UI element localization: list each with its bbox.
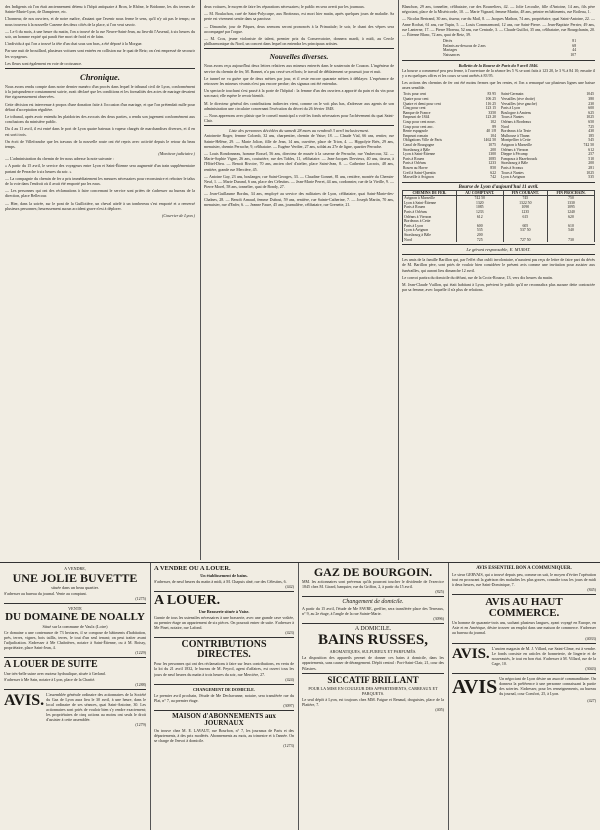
security-price: 612 <box>588 147 594 152</box>
security-name: Paris à Orléans <box>403 161 426 166</box>
news-paragraph: — La compagnie du chemin de fer a pris immédiatement les mesures nécessaires pour reconstruire et reboiser le talus de la voie dans l'endroit où il avait été emporté par les eaux. <box>5 175 195 187</box>
security-name: Canal de Bourgogne <box>403 142 435 147</box>
ad-body: Garnie de tous les ustensiles nécessaires à une brasserie, avec une grande cave voûtée, au premier étage un appartement de six pièces. On pourrait entrer de suite. S'adresser à Me Pinet, notaire, rue Lafond. <box>154 615 294 631</box>
divider <box>204 48 394 49</box>
ad-body: Pour les personnes qui ont des réclamations à faire sur leurs contributions, en vertu de la loi du 21 avril 1832, le bureau de M. Peyrol, agent d'affaires, est ouvert tous les jours de neuf heures du matin à trois heures du soir, rue Mercière, 27. <box>154 661 294 677</box>
divider <box>302 623 444 624</box>
obituary-paragraph: — Nicolas Bertrand, 30 ans, tisseur, rue du Mail, 8. — Jacques Mathon, 74 ans, propriétaire, quai Saint-Antoine, 22. — Anne Rochat, 61 ans, rue Tupin, 5. — Louis Commarmond, 12 ans, rue Saint-Pierre. — Jean-Baptiste Perrier, 49 ans, rue Lanterne, 17. — Pierre Moreau, 52 ans, rue Centrale, 3. — Claude Guillot, 35 ans, célibataire, rue Bourgchanin, 20. — Étienne Blanc, 72 ans, quai de Retz, 39. <box>402 16 595 38</box>
security-name: Emprunt romain <box>403 133 428 138</box>
ad-title-domicile: Changement de domicile. <box>342 599 404 606</box>
security-name: Quatre pour cent <box>403 97 429 101</box>
ad-reference: (845) <box>587 587 596 593</box>
ad-title-abonnements: MAISON d'ABONNEMENTS aux JOURNAUX <box>172 711 276 727</box>
ad-kicker: A VENDRE, <box>64 566 86 571</box>
bourse-comptant: 612 <box>456 215 503 220</box>
ad-reference: (1279) <box>135 722 146 728</box>
security-price: 3350 <box>488 110 496 115</box>
bourse-name: Lyon à Saint-Étienne <box>403 201 457 206</box>
security-name: Paris à Lyon <box>501 106 520 111</box>
ad-title-avis: AVIS <box>452 675 498 698</box>
obituary-paragraph: — Antoine Gay, 23 ans, boulanger, rue Saint-Georges, 33. — Claudine Gonnet, 81 ans, rentière, montée du Chemin-Neuf, 1. — Marie Durand, 6 ans, place des Célestins. — Jean-Marie Perret, 44 ans, cordonnier, rue de la Vieille, 9. — Pierre Morel, 58 ans, tonnelier, quai de Bondy, 27. <box>204 173 394 190</box>
security-name: Versailles (rive droite) <box>501 97 535 101</box>
bourse-courant: 745 <box>503 196 547 201</box>
divider <box>402 244 595 245</box>
security-price: 1045 <box>586 92 594 97</box>
news-paragraph: — L'administration du chemin de fer nous adresse la note suivante : <box>5 156 114 162</box>
security-price: 281 <box>588 165 594 170</box>
ad-body: Le seul dépôt à Lyon, est toujours chez MM. Faigue et Renaud, droguistes, place de la Platière, 7. <box>302 696 444 707</box>
security-name: Lyon à Saint-Étienne <box>403 152 436 157</box>
notice-paragraph: Les amis de la famille Barillon qui, par l'effet d'un oubli involontaire, n'auraient pas reçu de lettre de faire part du décès de M. Barillon père, sont priés de vouloir bien considérer le présent avis comme une invitation pour assister aux funérailles, qui auront lieu dimanche 12 avril. <box>402 257 595 273</box>
news-paragraph: — Le 6 du mois, à une heure du matin, l'on a trouvé de la rue Neuve-Saint-Jean, au lieu-dit l'Arsenal, à six heures du soir, un homme expiré qui paraît être mort de froid et de faim. <box>5 28 195 40</box>
ad-column-c <box>302 565 444 828</box>
security-price: 200 <box>490 147 496 152</box>
news-paragraph: Du 4 au 11 avril, il est entré dans le port de Lyon quatre bateaux à vapeur chargés de marchandises diverses, et il en est sorti trois. <box>5 126 195 137</box>
obituary-paragraph: — Jean-Guillaume Bordas, 34 ans, employé au service des militaires de Lyon, célibataire, quai Saint-Marie-des-Chaînes, 28. — Benoît Arnaud, femme Dubost, 59 ans, rentière, rue Sainte-Catherine, 7. — Joseph Martin, 70 ans, menuisier, rue d'Enfer, 6. — Jeanne Faure, 45 ans, journalière, célibataire, rue Grenette, 21. <box>204 191 394 207</box>
security-name: Avignon à Marseille <box>501 142 532 147</box>
ad-body: Ce domaine a une contenance de 73 hectares, il se compose de bâtiments d'habitation, prés, terres, vignes, bois taillis, terres, le tout d'un seul tenant; on peut traiter avant l'adjudication. S'adresser à Me Chabrières, notaire à Saint-Étienne, ou à M. Boissy, propriétaire, place Saint-Jean, 4. <box>4 630 146 651</box>
ad-subtitle: POUR LA MISE EN COULEUR DES APPARTEMENTS, CARREAUX ET PARQUETS. <box>308 685 438 696</box>
ad-subtitle: Un établissement de bains. <box>200 573 248 578</box>
statistics-table <box>442 39 577 57</box>
divider <box>452 594 596 595</box>
bourse-prochain: 620 <box>548 215 595 220</box>
security-row <box>402 175 497 180</box>
security-price: 1233 <box>488 161 496 166</box>
news-paragraph: « A partir du 15 avril, le service des voyageurs entre Lyon et Saint-Étienne sera augmenté d'un train supplémentaire partant de Perrache à six heures du soir. » <box>5 163 195 174</box>
ad-reference: (3097) <box>283 702 294 708</box>
bourse-courant: 537 50 <box>503 228 547 233</box>
divider <box>4 689 146 690</box>
ad-column-divider <box>448 563 449 830</box>
bourse-courant: 727 50 <box>503 238 547 243</box>
bourse-comptant: 1233 <box>456 210 503 215</box>
security-name: Paris à Rouen <box>403 156 425 161</box>
divider <box>5 68 195 69</box>
divider <box>452 673 596 674</box>
security-price: 650 <box>588 119 594 124</box>
security-name: Rente espagnole <box>403 129 428 134</box>
ad-reference: (1275) <box>135 596 146 602</box>
security-name: Obligations Ville de Paris <box>403 138 443 143</box>
bourse-prochain: 730 <box>548 238 595 243</box>
bourse-courant: 1322 50 <box>503 201 547 206</box>
source-attribution: (Moniteur judiciaire.) <box>158 151 195 157</box>
stat-value: 44 <box>572 48 577 53</box>
security-name: Creil à Saint-Quentin <box>403 170 436 175</box>
ad-reference: (4033) <box>585 635 596 641</box>
bourse-comptant: 1320 <box>456 201 503 206</box>
security-price: 116 25 <box>485 101 496 106</box>
bourse-name: Nord <box>403 238 457 243</box>
ad-avis <box>452 676 596 698</box>
security-price: 380 <box>588 97 594 101</box>
ad-subtitle: située dans un beau quartier. <box>51 585 99 590</box>
security-name: Tours à Nantes <box>501 115 524 120</box>
ad-body: La disposition des appareils permet de donner ces bains à domicile, dans les appartements, sans causer de dérangement. Dépôt central : Port-Saint-Clair, 21, cour des Pilastres. <box>302 655 444 671</box>
bourse-prochain: 1240 <box>548 210 595 215</box>
ad-body: S'adresser à Me Sain, notaire à Lyon, place de la Charité. <box>4 676 96 682</box>
ad-reference: (3096) <box>433 616 444 622</box>
security-price: 185 <box>588 133 594 138</box>
news-paragraph: Les actions des chemins de fer ont été moins fermes que les rentes, et l'on a remarqué sur plusieurs lignes une baisse assez sensible. <box>402 80 595 91</box>
ad-body: Un négociant de Lyon désire un associé commanditaire. On donnera la préférence à une personne connaissant la partie des soieries. S'adresser, pour les renseignements, au bureau du journal, cour Comfort, 25, à Lyon. <box>499 675 596 697</box>
ad-body: S'adresser, de neuf heures du matin à midi, à M. Chapuis aîné, rue des Célestins, 6. <box>154 579 287 584</box>
faits-divers-heading: Nouvelles diverses. <box>269 52 329 62</box>
divider <box>204 125 394 126</box>
divider <box>302 673 444 674</box>
ad-avis <box>452 646 596 666</box>
security-price: 1085 <box>488 156 496 161</box>
obituary-list-heading: Liste des personnes décédées du samedi 28 mars au vendredi 3 avril inclusivement. <box>229 128 369 134</box>
bourse-prochain: 750 <box>548 196 595 201</box>
divider <box>402 182 595 183</box>
stat-label: Naissances <box>443 53 460 57</box>
ad-title-louer: A LOUER DE SUITE <box>4 659 98 671</box>
ad-body: Un homme de quarante-trois ans, sachant plusieurs langues, ayant voyagé en Europe, en Asie et en Amérique, désire trouver un emploi dans une maison de commerce. S'adresser au bureau du journal. <box>452 620 596 636</box>
ad-body: S'adresser au bureau du journal. Vente au comptant. <box>4 591 87 596</box>
security-name: Marseille à Avignon <box>403 175 434 180</box>
news-paragraph: — Dimanche, jour de Pâques, deux sermons seront prononcés à la Primatiale; le soir, le chant des vêpres sera accompagné par l'orgue. <box>204 23 394 34</box>
ad-reference: (442) <box>285 584 294 590</box>
security-name: Trois pour cent <box>403 92 427 97</box>
ad-kicker: A DOMICILE. <box>354 626 392 633</box>
obituary-paragraph: Blanchon, 29 ans, tonnelier, célibataire, rue des Bourreliers, 42. — Jolie Lecoulte, fille d'Antoine, 14 ans, fils père négociant, place de la Miséricorde, 10. — Marie Vignard, femme Martin, 48 ans, peintre en bâtiments, rue Boileau, 1. <box>402 4 595 15</box>
divider <box>154 684 294 685</box>
stat-label: Décès <box>443 39 453 44</box>
bourse-prochain: 610 <box>548 224 595 229</box>
security-price: 200 <box>588 161 594 166</box>
security-name: Quatre et demi pour cent <box>403 101 441 106</box>
security-name: Rouen au Havre <box>403 165 428 170</box>
ad-reference: (825) <box>435 589 444 595</box>
security-price: 600 <box>588 106 594 111</box>
security-price: 742 <box>490 175 496 180</box>
divider <box>302 596 444 597</box>
news-paragraph: Un spectacle touchant s'est passé à la porte de l'hôpital : la femme d'un des ouvriers a apporté du pain et du vin pour son mari; elle espère le revoir bientôt. <box>204 88 394 99</box>
bourse-comptant: 600 <box>456 224 503 229</box>
security-price: 257 <box>588 152 594 157</box>
bourse-row <box>403 238 595 243</box>
divider <box>4 603 146 604</box>
ads-top-rule <box>0 562 600 563</box>
bourse-prochain: 540 <box>548 228 595 233</box>
security-name: Lyon à Avignon <box>501 175 526 180</box>
ad-title-gaz: GAZ DE BOURGOIN. <box>313 565 433 579</box>
bourse-lyon-heading: Bourse de Lyon d'aujourd'hui 11 avril. <box>458 184 539 190</box>
stat-value: 68 <box>572 43 577 48</box>
bourse-courant: 605 <box>503 224 547 229</box>
bourse-lyon-table <box>402 190 595 243</box>
security-price: 850 <box>490 165 496 170</box>
bourse-comptant: 742 50 <box>456 196 503 201</box>
divider <box>154 637 294 638</box>
ad-title-contributions: CONTRIBUTIONS DIRECTES. <box>181 639 267 661</box>
chronique-heading: Chronique. <box>80 72 120 83</box>
column-divider <box>398 0 399 560</box>
divider <box>402 254 595 255</box>
news-paragraph: — M. Boulachon, curé de Saint-Polycarpe, aux Brotteaux, est mort hier matin, après quelques jours de maladie. Sa perte est vivement sentie dans sa paroisse. <box>204 11 394 22</box>
ad-body: L'ancien magasin de M. J. Villard, rue Saint-Côme, est à vendre. Le fonds consiste en articles de bonneterie, de lingerie et de nouveautés, le tout en bon état. S'adresser à M. Villard, rue de la Cage, 10. <box>491 645 596 666</box>
security-name: Cinq pour cent <box>403 106 426 111</box>
security-name: Coup pour cent anc. <box>403 124 434 129</box>
stat-label: Enfants au-dessous de 2 ans <box>443 43 486 48</box>
news-paragraph: Cette décision est intervenue à propos d'une donation faite à l'occasion d'un mariage, et que l'on prétendait nulle pour défaut d'acceptation régulière. <box>5 101 195 112</box>
security-price: 102 <box>490 119 496 124</box>
bulletin-heading: Bulletin de la Bourse de Paris du 9 avril 1846. <box>458 62 539 68</box>
ad-column-a <box>4 565 146 828</box>
security-name: Saint-Germain <box>501 92 524 97</box>
security-price: 725 <box>588 124 594 129</box>
securities-table-right <box>500 92 595 179</box>
ad-reference: (1273) <box>283 743 294 749</box>
news-paragraph: — Les personnes qui ont des réclamations à faire concernant le service sont priées de s'adresser au bureau de la direction, place Bellecour. <box>5 188 195 199</box>
ad-title-siccatif: SICCATIF BRILLANT <box>327 674 419 685</box>
ad-reference: (405) <box>435 706 444 712</box>
obituary-paragraph: — Louis Rondonneau, homme Rossel, 56 ans, directeur de musée à la caserne de Perrache, rue Vaubecour, 32. — Marie-Sophie Vigne, 26 ans, couturière, rue des Tables, 11, célibataire. — Jean-Jacques Dervieux, 40 ans, tisseur, à l'Hôtel-Dieu. — Benoit Rivoire, 70 ans, ancien chef d'atelier, place Saint-Jean, 8. — Catherine Lacroix, 48 ans, rentière, grande rue Mercière, 45. <box>204 151 394 172</box>
security-name: Fampoux à Hazebrouck <box>501 156 538 161</box>
news-paragraph: — Nous apprenons avec plaisir que le conseil municipal a voté les fonds nécessaires pour l'achèvement du quai Saint-Clair. <box>204 113 394 124</box>
bourse-name: Paris à Lyon <box>403 224 457 229</box>
security-name: Nord <box>501 124 509 129</box>
bourse-name: Lyon à Avignon <box>403 228 457 233</box>
bourse-header-cell: FIN COURANT. <box>503 190 547 196</box>
obituary-paragraph: Antoinette Roger, femme Colomb, 32 ans, charpentier, chemin de Vaise; 18. — Claude Vial, 66 ans, rentier, rue Sainte-Hélène, 29. — Marie Jolion, fille de Jean, 14 ans, ouvrière, place de Trion, 4. — Hippolyte Brès, 29 ans, menuisier, chemin Perrache, 9, célibataire. — Eugène Verdier, 27 ans, soldat au 27e de ligne, quartier Perrache. <box>204 133 394 149</box>
security-price: 430 <box>588 129 594 134</box>
ad-reference: (1229) <box>135 650 146 656</box>
ad-title-buvette: UNE JOLIE BUVETTE <box>12 571 138 585</box>
ad-reference: (423) <box>285 630 294 636</box>
ad-title-commerce: AVIS AU HAUT COMMERCE. <box>485 596 563 620</box>
divider <box>452 643 596 644</box>
ad-reference: (3043) <box>585 665 596 671</box>
security-price: 83 95 <box>487 92 496 97</box>
security-name: Bordeaux à la Teste <box>501 129 531 134</box>
news-paragraph: — M. Cros, jeune violoniste de talent, premier prix du Conservatoire, donnera mardi, à midi, au Cercle philharmonique du Nord, un concert dans lequel on entendra les principaux artistes. <box>204 36 394 47</box>
security-name: Strasbourg à Bâle <box>501 161 528 166</box>
bourse-courant: 1235 <box>503 210 547 215</box>
notice-paragraph: M. Jean-Claude Vuillon, qui était habitant à Lyon, prévient le public qu'il ne reconnaîtra plus aucune dette contractée par sa femme, avec laquelle il n'a plus de relations. <box>402 282 595 293</box>
divider <box>154 710 294 711</box>
security-price: 1025 <box>586 115 594 120</box>
news-paragraph: Nous avons rendu compte dans notre dernier numéro d'un procès dans lequel le tribunal civil de Lyon, conformément à la jurisprudence constamment suivie, avait déclaré que les conditions et les formalités des actes de mariage devaient être rigoureusement observées. <box>5 84 195 100</box>
news-paragraph: Nous avons reçu aujourd'hui deux lettres relatives aux mineurs enterrés dans le souterrain de Couzon. L'ingénieur de service du chemin de fer, M. Bonnet, n'a pas cessé ses efforts; le travail de déblaiement se poursuit jour et nuit. <box>204 63 394 74</box>
ad-reference: (1288) <box>135 681 146 687</box>
stat-value: 107 <box>570 53 577 57</box>
stat-label: Mariages <box>443 48 458 53</box>
security-price: 510 <box>588 156 594 161</box>
news-paragraph: L'individu à qui l'on a trouvé la tête d'un chat sous son bras, a été déposé à la Morgue. <box>5 41 143 47</box>
column-1 <box>5 4 195 559</box>
divider <box>402 60 595 61</box>
ad-title-essentiel: AVIS ESSENTIEL BON A COMMUNIQUER. <box>476 566 572 571</box>
security-price: 104 <box>490 133 496 138</box>
security-row <box>500 175 595 180</box>
news-paragraph: deux voitures, le moyen de faire les réparations nécessaires; le public en sera averti par les journaux. <box>204 4 365 9</box>
news-paragraph: Par une nuit de brouillard, plusieurs voitures sont entrées en collision sur le quai de Retz; on s'est empressé de secourir les voyageurs. <box>5 48 195 59</box>
ad-kicker: VENTE <box>68 606 82 612</box>
ad-body: Le sieur GERVAIS, qui a trouvé depuis peu, comme on sait, le moyen d'éviter l'opération tout en procurant la guérison des maladies les plus graves, consulte tous les jours de midi à deux heures, rue Saint-Dominique, 7. <box>452 572 596 588</box>
ad-reference: (427) <box>587 697 596 703</box>
security-name: Versailles (rive gauche) <box>501 101 537 106</box>
ad-subtitle: Une très-belle usine avec moteur hydraulique, située à Gerland. <box>4 671 106 677</box>
security-price: 1075 <box>488 142 496 147</box>
stat-value: 81 <box>572 39 577 44</box>
ad-subtitle: Situé sur la commune de Vaulx (Loire) <box>42 624 108 630</box>
bourse-courant: 615 <box>503 215 547 220</box>
bourse-header-cell: AU COMPTANT. <box>456 190 503 196</box>
bourse-header-cell: CHEMINS DE FER. <box>403 190 457 196</box>
bourse-name: Paris à Rouen <box>403 205 457 210</box>
column-2 <box>204 4 394 559</box>
news-paragraph: M. le directeur général des contributions indirectes vient, comme on le voit plus bas, d'adresser aux agents de son administration une circulaire concernant l'exécution du décret du 26 février 1848. <box>204 100 394 111</box>
security-name: Tours à Nantes <box>501 170 524 175</box>
ad-column-b <box>154 565 294 828</box>
ad-title-avis: AVIS. <box>452 645 490 662</box>
security-price: 230 <box>588 101 594 106</box>
security-price: 1462 50 <box>483 138 496 143</box>
security-price: 622 <box>490 170 496 175</box>
bourse-comptant: 725 <box>456 238 503 243</box>
ad-title-a-louer: A LOUER. <box>154 593 221 609</box>
ad-subtitle: Une Brasserie située à Vaise. <box>198 609 250 615</box>
column-divider <box>200 0 201 560</box>
bourse-name: Strasbourg à Bâle <box>403 233 457 238</box>
news-paragraph: On écrit de Villefranche que les travaux de la nouvelle route ont été repris avec activité depuis le retour du beau temps. <box>5 138 195 150</box>
divider <box>154 591 294 592</box>
ad-body: Le premier avril prochain, l'étude de Me Dechavanne, notaire, sera transférée rue du Plat, n° 7, au premier étage. <box>154 692 294 703</box>
bourse-name: Paris à Orléans <box>403 210 457 215</box>
bourse-prochain: 1095 <box>548 205 595 210</box>
security-price: 545 <box>588 138 594 143</box>
bourse-name: Orléans à Vierzon <box>403 215 457 220</box>
security-name: Montpellier à Cette <box>501 138 531 143</box>
security-price: 1300 <box>488 152 496 157</box>
security-name: Orléans à Bordeaux <box>501 119 532 124</box>
security-name: Boulogne à Amiens <box>501 110 531 115</box>
news-paragraph: Le tribunal, après avoir entendu les plaidoiries des avocats des deux parties, a rendu son jugement conformément aux conclusions du ministère public. <box>5 114 195 125</box>
bourse-prochain: 1330 <box>548 201 595 206</box>
news-paragraph: Le tunnel ne va guère que de deux mètres par jour, et il reste encore quarante mètres à déblayer. L'espérance de retrouver les mineurs vivants n'est pas encore perdue; des signaux ont été entendus. <box>204 75 394 87</box>
ad-body: L'assemblée générale ordinaire des actionnaires de la Société du Gaz de Lyon aura lieu le 30 avril, à une heure, dans le local ordinaire de ses séances, quai Saint-Antoine, 30. Les actionnaires sont priés de vouloir bien s'y rendre exactement; les propriétaires de cinq actions au moins ont seuls le droit d'assister à cette assemblée. <box>46 691 146 723</box>
news-paragraph: La bourse a commencé peu peu ferme, à l'ouverture de la séance les 5 % se sont faits à 123 20, le 3 % à 84 10; ensuite il y a eu quelques offres et les cours se sont arrêtés à 83 95. <box>402 67 595 78</box>
bourse-courant: 1090 <box>503 205 547 210</box>
ad-title-vendre: A VENDRE OU A LOUER. <box>154 565 231 572</box>
source-attribution: (Courrier de Lyon.) <box>161 213 195 219</box>
ad-title-avis: AVIS. <box>4 691 45 709</box>
bourse-name: Avignon à Marseille <box>403 196 457 201</box>
security-name: Coup pour cent nouv. <box>403 119 436 124</box>
ad-avis <box>4 692 146 723</box>
security-price: 625 <box>588 110 594 115</box>
bourse-comptant: 535 <box>456 228 503 233</box>
ad-subtitle: AROMATIQUES, SULFUREUX ET PARFUMÉS. <box>329 649 417 655</box>
security-price: 89 <box>492 124 496 129</box>
security-name: Banque de France <box>403 110 431 115</box>
column-3 <box>402 4 595 559</box>
security-name: Strasbourg à Bâle <box>403 147 430 152</box>
security-name: Dieppe à Fécamp <box>501 152 528 157</box>
securities-listing <box>402 92 595 179</box>
notice-paragraph: Le convoi partira du domicile du défunt, rue de la Croix-Rousse, 13, vers dix heures du matin. <box>402 274 553 280</box>
news-paragraph: Les fleurs sont également en voie de croissance. <box>5 60 83 66</box>
security-name: Orléans à Vierzon <box>501 147 529 152</box>
security-price: 106 25 <box>485 97 496 101</box>
ad-title-domaine: DU DOMAINE DE NOALLY <box>5 611 145 624</box>
ad-body: MM. les actionnaires sont prévenus qu'ils pourront toucher le dividende de l'exercice 1845 chez M. Girard, banquier, rue du Griffon, 2, à partir du 15 avril. <box>302 579 444 590</box>
security-price: 123 15 <box>485 106 496 111</box>
security-name: Paris à Sceaux <box>501 165 524 170</box>
gerant-line: Le gérant responsable, E. MURAT. <box>466 247 531 253</box>
security-price: 123 20 <box>485 115 496 120</box>
bourse-comptant: 1085 <box>456 205 503 210</box>
news-paragraph: des Indigents où l'on était anciennement détenu à l'hôpit antiquaire à Bron, le Rhône, le Bridonne, les dix termes de Sainte-Marie-Lyon, de Dampierre, etc. <box>5 4 195 15</box>
security-name: Emprunt de 1844 <box>403 115 430 120</box>
stat-row <box>442 53 577 58</box>
security-price: 40 1/8 <box>486 129 496 134</box>
ad-column-divider <box>150 563 151 830</box>
security-price: 742 50 <box>583 142 594 147</box>
ad-body: On trouve chez M. E. LAVAUT, rue Bourbon, n° 7, les journaux de Paris et des départements, à des prix modérés. Abonnements au mois, au trimestre et à l'année. On se charge de l'envoi à domicile. <box>154 727 294 744</box>
ad-body: A partir du 15 avril, l'étude de Me FAVRE, greffier, sera transférée place des Terreaux, n° 9, au 2e étage, à l'angle de la rue Sainte-Marie. <box>302 606 444 617</box>
bourse-header-cell: FIN PROCHAIN. <box>548 190 595 196</box>
bourse-name: Bordeaux à Cette <box>403 219 457 224</box>
ad-title-changement: CHANGEMENT DE DOMICILE. <box>193 686 255 692</box>
divider <box>4 657 146 658</box>
security-price: 1025 <box>586 170 594 175</box>
ad-reference: (424) <box>285 676 294 682</box>
ad-column-d <box>452 565 596 828</box>
security-price: 535 <box>588 175 594 180</box>
news-paragraph: — Hier, dans la soirée, sur le pont de la Guillotière, un cheval attelé à un tombereau s'est emporté et a renversé plusieurs personnes; heureusement aucun accident grave n'est à déplorer. <box>5 200 195 211</box>
security-name: Mulhouse à Thann <box>501 133 530 138</box>
securities-table-left <box>402 92 497 179</box>
ad-column-divider <box>298 563 299 830</box>
ad-title-bains: BAINS RUSSES, <box>317 632 429 649</box>
bourse-comptant: 200 <box>456 233 503 238</box>
news-paragraph: L'honneur, de nos ouvriers, et de notre maître, d'autant que l'avenir nous ferme le sens, qu'il n'y ait pas le temps; on nous trouvera à la nouvelle Caserne des deux côtés de la place, si l'on veut savoir. <box>5 16 195 27</box>
